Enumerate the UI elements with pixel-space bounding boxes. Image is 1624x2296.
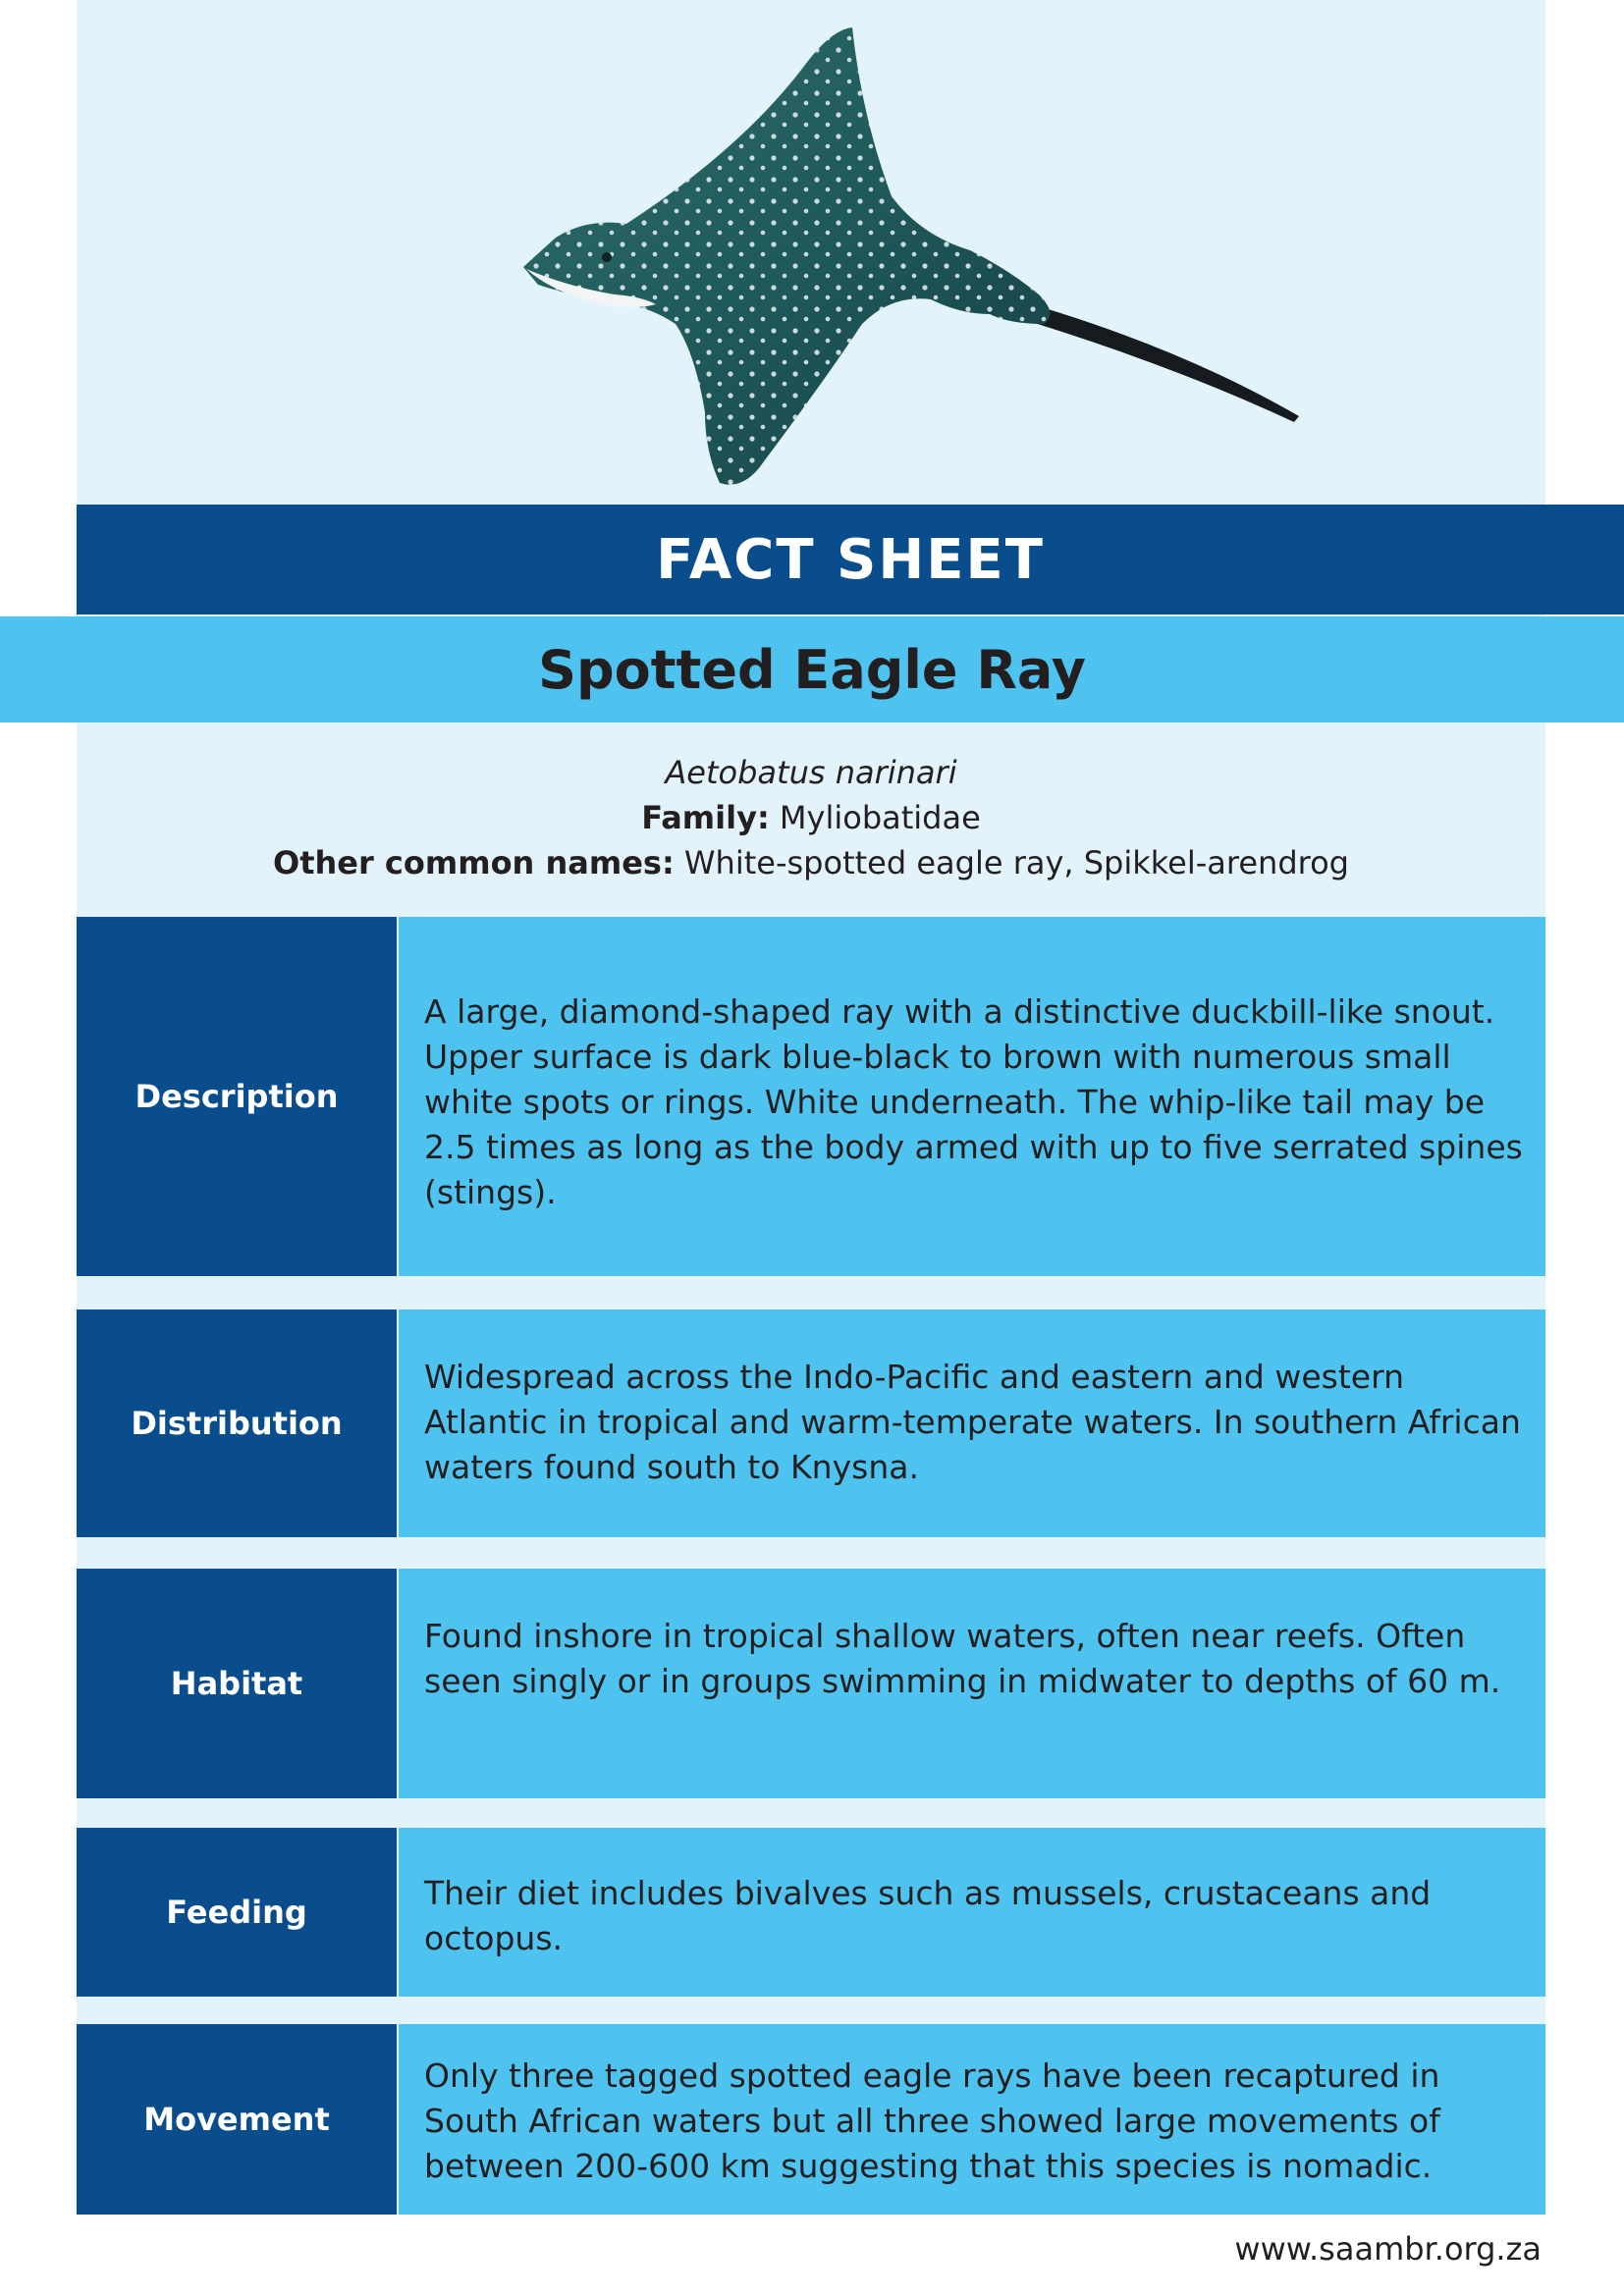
footer-url: www.saambr.org.za [1234, 2230, 1542, 2268]
scientific-name: Aetobatus narinari [665, 754, 957, 791]
section-movement [77, 2024, 1545, 2215]
hero-image [77, 0, 1545, 505]
family-value: Myliobatidae [779, 799, 981, 836]
species-banner [0, 616, 1624, 722]
section-text: A large, diamond-shaped ray with a distinctive duckbill-like snout. Upper surface is dark blue-black to brown with numerous small white spots or rings. White underneath. The whip-like tail may be 2.5 times as long as the body armed with up to five serrated spines (stings). [399, 917, 1545, 1276]
section-text: Their diet includes bivalves such as mussels, crustaceans and octopus. [399, 1828, 1545, 1997]
family-label: Family: [641, 799, 770, 836]
section-label: Distribution [77, 1309, 397, 1537]
section-label: Description [77, 917, 397, 1276]
species-meta [77, 750, 1545, 885]
section-habitat [77, 1569, 1545, 1798]
section-feeding [77, 1828, 1545, 1997]
section-text: Only three tagged spotted eagle rays have been recaptured in South African waters but all three showed large movements of between 200-600 km suggesting that this species is nomadic. [399, 2024, 1545, 2215]
section-distribution [77, 1309, 1545, 1537]
section-text: Widespread across the Indo-Pacific and eastern and western Atlantic in tropical and warm-temperate waters. In southern African waters found south to Knysna. [399, 1309, 1545, 1537]
other-names-label: Other common names: [273, 844, 675, 881]
family-line [77, 795, 1545, 840]
other-names-value: White-spotted eagle ray, Spikkel-arendrog [683, 844, 1349, 881]
section-label: Habitat [77, 1569, 397, 1798]
fact-sheet-banner [77, 505, 1624, 614]
section-label: Movement [77, 2024, 397, 2215]
section-text: Found inshore in tropical shallow waters, often near reefs. Often seen singly or in groups swimming in midwater to depths of 60 m. [399, 1569, 1545, 1798]
other-names-line [77, 840, 1545, 885]
spotted-eagle-ray-illustration [77, 0, 1545, 505]
species-common-name: Spotted Eagle Ray [538, 638, 1086, 701]
fact-sheet-title: FACT SHEET [656, 527, 1045, 592]
section-label: Feeding [77, 1828, 397, 1997]
section-description [77, 917, 1545, 1276]
